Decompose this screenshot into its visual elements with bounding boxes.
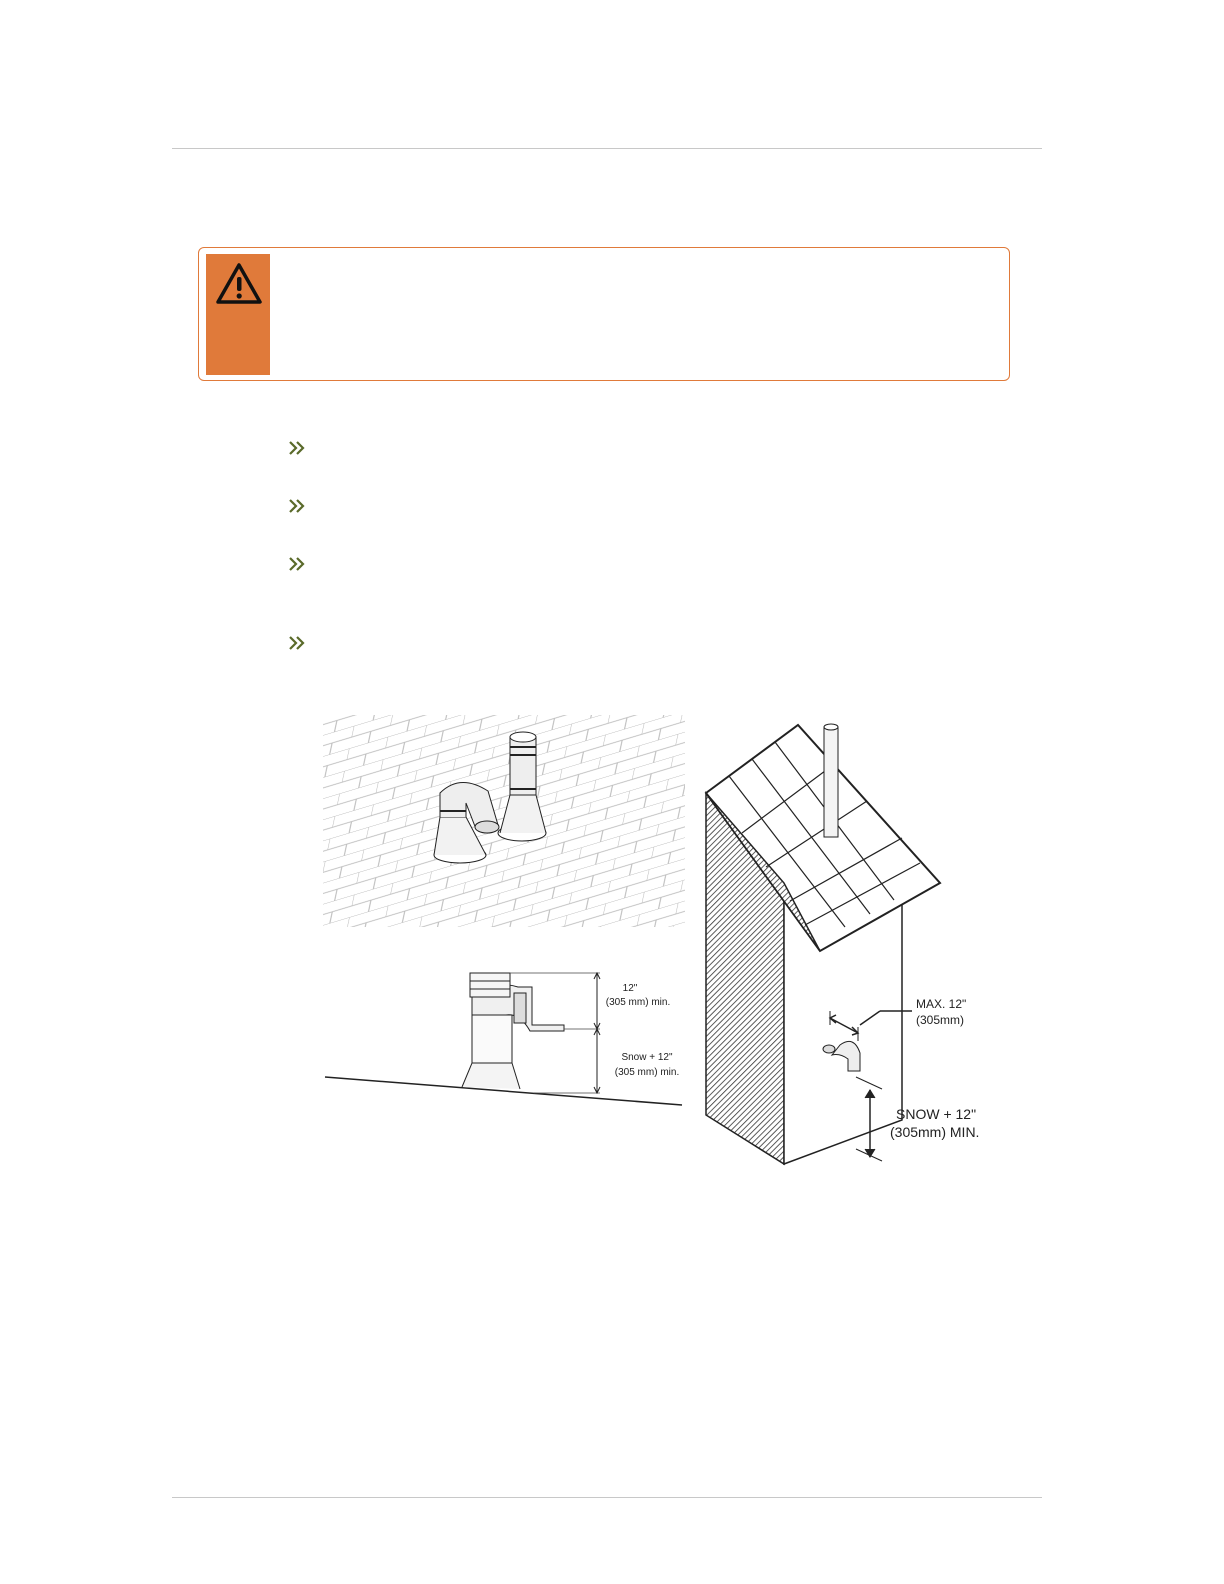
warning-box bbox=[198, 247, 1010, 381]
dim-bottom-sub: (305 mm) min. bbox=[614, 1067, 680, 1078]
house-max-value: MAX. 12" bbox=[916, 997, 967, 1011]
footer-rule bbox=[172, 1497, 1042, 1498]
dim-bottom-value: Snow + 12" bbox=[621, 1052, 673, 1063]
dim-top-value: 12" bbox=[622, 983, 638, 994]
house-snow-sub: (305mm) MIN. bbox=[890, 1124, 980, 1140]
house-isometric-illustration bbox=[706, 724, 979, 1164]
warning-triangle-icon bbox=[215, 262, 263, 306]
house-snow-value: SNOW + 12" bbox=[896, 1106, 977, 1122]
dim-top-sub: (305 mm) min. bbox=[605, 997, 671, 1008]
double-chevron-right-icon bbox=[288, 438, 308, 458]
double-chevron-right-icon bbox=[288, 633, 308, 653]
double-chevron-right-icon bbox=[288, 496, 308, 516]
header-rule bbox=[172, 148, 1042, 149]
roof-termination-illustration bbox=[323, 715, 685, 927]
side-elevation-diagram bbox=[325, 973, 682, 1105]
vent-termination-figure bbox=[320, 715, 990, 1170]
house-max-sub: (305mm) bbox=[916, 1013, 965, 1027]
warning-flag bbox=[206, 254, 270, 375]
double-chevron-right-icon bbox=[288, 554, 308, 574]
